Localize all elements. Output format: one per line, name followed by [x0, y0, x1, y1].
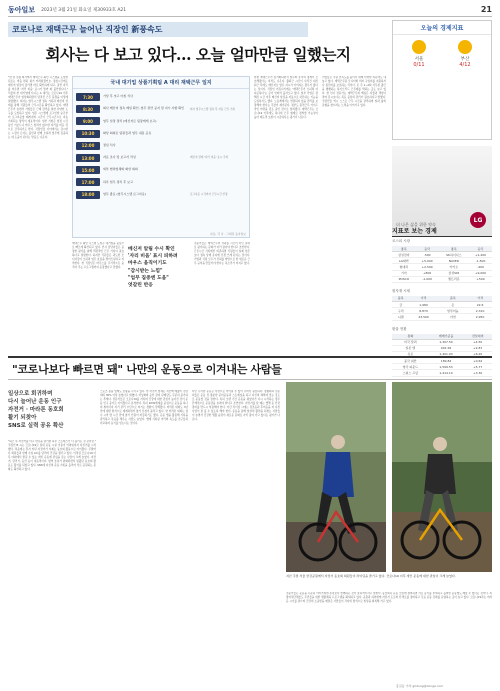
section-2-column-3: 다만 무리한 운동은 부상으로 이어질 수 있어 주의가 필요하다. 정형외과 전문의들은 운동 전 충분한 준비운동과 스트레칭을 하고 자신의 체력에 맞는 강도로 운동할 것을 권한다. 특히 오랜 기간 운동을 쉬었다가 다시 시작하는 경우 단계적으로 운동량을 늘려야 한다고 조언한다. 자전거를 탈 때는 헬멧 등 안전 장비를 반드시 착용해야 한다. 야간 라이딩 시에는 전조등과 후미등을 켜 다른 사람이 잘 볼 수 있도록 해야 한다. 운동을 통해 일상의 활력을 되찾는 사람들이 늘면서 건강한 생활 습관이 새로운 문화로 자리 잡아 가고 있다는 평가가 나온다. [192, 390, 280, 421]
timeline-time: 10:30 [76, 130, 100, 138]
weather-city: 서울 [414, 57, 424, 62]
pull-quote-line: '자리 비움' 표시 피하려 [128, 254, 178, 260]
cyclist-photo-2 [392, 382, 492, 572]
subhead-line: 다시 늘어난 운동 인구 [8, 399, 62, 405]
issue-info: 2023년 3월 21일 화요일 제30933호 A21 [41, 7, 127, 13]
sidebar-subtitle: 원자재 시세 [392, 288, 411, 293]
timeline-note: 로그아웃 시각까지 근무시간 산정 [190, 192, 228, 196]
masthead [8, 3, 492, 17]
weather-city: 부산 [460, 57, 470, 62]
timeline-text: 자료 조사 및 보고서 작성 [103, 155, 136, 160]
timeline-row [76, 103, 246, 115]
table-row: 중국 위안 189.84 +0.62 [392, 358, 492, 364]
timeline-time: 15:00 [76, 166, 100, 174]
weather-title: 오늘의 경제지표 [393, 21, 491, 35]
timeline-time: 7:30 [76, 93, 100, 101]
table-row: LG화학 +5,000 NAVER -1,500 [392, 258, 492, 264]
exchange-rate-table: 통화 매매기준율 전일대비 미국 달러 1,307.50 +4.50 일본 엔 991.56 +2.87 유로 1,401.03 +6.20 중국 위안 189.84 +0.62 영국 파운드 1,599.53 +5.77 스위스 프랑 1,414.10 +3.30 [392, 334, 492, 377]
timeline-text: 점심 식사 [103, 143, 116, 148]
section-2-column-4: 전문가들은 운동을 꾸준히 이어가려면 혼자보다 함께하는 것이 효과적이라고 말한다. 동호회나 운동 모임에 참여하면 서로 동기를 부여하고 올바른 운동법도 배울 수 있다는 것이다. 지방자치단체들도 주민들을 위한 생활체육 프로그램을 확대하고 있다. 공원과 하천변에 자전거 도로와 산책로를 정비하고 무료 운동 강좌를 운영하는 곳이 늘고 있다. 코로나19라는 어려운 시기를 겪으며 건강의 소중함을 깨달은 사람들이 각자의 방식으로 일상을 회복해 가고 있다. [286, 592, 492, 603]
sun-icon [412, 40, 426, 54]
timeline-row [76, 189, 246, 201]
timeline-row [76, 115, 246, 127]
weather-item [443, 40, 487, 68]
pull-quote-line: 엇갈린 반응 [128, 283, 153, 289]
timeline-time: 13:00 [76, 154, 100, 162]
timeline-row [76, 152, 246, 164]
section-2-headline: "코로나보다 빠르면 돼" 나만의 운동으로 이겨내는 사람들 [12, 362, 282, 376]
photo-caption: 지난 주말 서울 한강공원에서 자전거 동호회 회원들이 라이딩을 즐기고 있다. 코로나19 이후 개인 운동에 대한 관심이 크게 늘었다. [286, 574, 456, 578]
table-row: 기아 +800 삼성SDI +9,000 [392, 270, 492, 276]
pull-quote [128, 246, 190, 289]
article-column-3: 전문가들은 재택근무의 성과를 시간이 아닌 결과로 평가하는 문화가 자리 잡아야 한다고 조언한다. 근무시간 기록에만 의존하면 직원들이 실제 업무보다 접속 상태 유지에 신경 쓰게 된다는 것이다. 기업과 직원 모두가 신뢰를 바탕으로 한 새로운 근무 규칙을 만들어야 한다는 목소리가 커지고 있다. [194, 242, 250, 265]
timeline-row [76, 128, 246, 140]
table-row: 일본 엔 991.56 +2.87 [392, 345, 492, 351]
timeline-row [76, 140, 246, 152]
timeline-text: 회사 메신저 접속 메일 확인, 업무 관련 공지 및 지시 사항 확인 [103, 106, 184, 111]
section-2-subhead [8, 390, 88, 430]
pull-quote-line: "업무 집중엔 도움" [128, 275, 169, 281]
table-row: 스위스 프랑 1,414.10 +3.30 [392, 370, 492, 376]
timeline-row [76, 91, 246, 103]
weather-temp: 0/11 [413, 62, 425, 68]
main-headline: 회사는 다 보고 있다… 오늘 얼마만큼 일했는지 [45, 45, 351, 64]
timeline-time: 9:00 [76, 117, 100, 125]
kospi-table: 종목 등락 종목 등락 삼성전자 -500 SK하이닉스 +1,200 LG화학 +5,000 NAVER -1,500 현대차 +2,500 카카오 -400 기아 +800 삼성SDI +9,000 POSCO -1,000 셀트리온 +500 [392, 246, 492, 283]
sidebar-subtitle: 환율 현황 [392, 326, 407, 331]
weather-temp: 4/12 [459, 62, 471, 68]
timeline-row [76, 176, 246, 188]
timeline-row [76, 164, 246, 176]
table-row: POSCO -1,000 셀트리온 +500 [392, 276, 492, 282]
brand-logo: LG [470, 212, 486, 228]
table-row: 구리 8,870 알루미늄 2,310 [392, 308, 492, 314]
kicker-text: 코로나로 재택근무 늘어난 직장인 新풍속도 [12, 25, 163, 34]
pull-quote-line: "감시받는 느낌" [128, 268, 163, 274]
pull-quote-line: 마우스 움직이기도 [128, 261, 167, 267]
subhead-line: 자전거 · 마라톤 동호회 [8, 407, 64, 413]
timeline-text: 화상 회의로 팀원들과 업무 내용 공유 [103, 130, 152, 135]
timeline-text: 업무 종료 (업무시스템 로그아웃) [103, 191, 146, 196]
timeline-time: 12:00 [76, 142, 100, 150]
table-row: 금 1,980 은 22.6 [392, 301, 492, 307]
timeline-text: 외부 협력업체와 화상 회의 [103, 167, 138, 172]
timeline-time: 17:00 [76, 178, 100, 186]
table-row: 영국 파운드 1,599.53 +5.77 [392, 364, 492, 370]
section-kicker [8, 22, 308, 37]
timeline-text: 하루 업무 정리 후 보고 [103, 179, 133, 184]
weather-box [392, 20, 492, 140]
table-row: 삼성전자 -500 SK하이닉스 +1,200 [392, 252, 492, 258]
table-row: 미국 달러 1,307.50 +4.50 [392, 339, 492, 345]
pull-quote-line: 메신저 알림 수시 확인 [128, 247, 175, 252]
table-row: 니켈 23,500 아연 2,950 [392, 314, 492, 320]
weather-row [393, 35, 491, 73]
timeline-time: 18:00 [76, 191, 100, 199]
page-number: 21 [480, 5, 492, 14]
timeline-note: 메신저 상태 '자리 비움' 표시 주의 [190, 156, 229, 160]
sidebar-title: 지표로 보는 경제 [392, 226, 492, 237]
timeline-text: 업무 일정 정리 (메신저로 팀장에게 보고) [103, 118, 157, 123]
section-2-banner [8, 356, 492, 380]
sidebar-subtitle: 코스피 시장 [392, 239, 411, 243]
article-column-4: 한편 재택근무가 장기화되면서 업무와 휴식의 경계가 모호해졌다는 지적도 나온다. 출퇴근 시간이 사라진 대신 퇴근 후에도 메신저로 업무 지시가 이어지는 경우가 많다는 것이다. 직장인 커뮤니티에는 '재택근무가 오히려 더 피곤하다'는 글이 잇따라 올라오고 있다. 일부 기업은 정해진 시간 이후 메신저 알림을 자동으로 차단하는 기능을 도입하기도 했다. 노동계에서는 연결되지 않을 권리를 보장해야 한다는 주장이 제기된다. 정부도 원격근무 가이드라인 마련을 검토 중인 것으로 알려졌다. 재택근무는 코로나19 이후에도 하나의 근무 형태로 정착할 가능성이 높아 제도적 보완이 시급하다는 평가가 나온다. [254, 76, 318, 119]
weather-item [397, 40, 441, 68]
section-2-column-2: 스포츠 용품 업계도 호황을 누리고 있다. 한 자전거 업체는 지난해 매출이 전년 대비 30% 이상 늘었다고 밝혔다. 러닝화와 등산 장비 판매량도 꾸준히 증가하는 추세다. 전문가들은 코로나19를 거치며 건강에 대한 관심이 높아진 것이 운동 인구 증가로 이어졌다고 분석한다. 특히 2030세대를 중심으로 운동을 하나의 취미이자 자기 관리 수단으로 여기는 경향이 강해졌다. 마라톤 대회도 3년 만에 대면 방식으로 재개되면서 참가 신청이 몰리고 있다. 한 마라톤 대회는 접수 시작 몇 시간 만에 참가 인원이 마감되기도 했다. 운동 앱을 활용해 기록을 관리하고 목표를 세우는 사람도 늘었다. 앱에 기록된 거리와 속도를 친구들과 비교하며 동기를 얻는다는 것이다. [100, 390, 188, 425]
article-column-1: "한 달 전쯤 회사에서 재택근무 확인 시스템을 도입한 뒤로는 마음 편히 쉬기 어려워졌어요. 점심시간에도 메신저 알림이 울리면 바로 확인하게 되고, 잠깐 자리를 비우면 '자리 비움' 표시가 뜰까 봐 불안합니다." 서울의 한 대기업에 다니는 A 대리는 코로나19 이후 재택근무가 일상화되면서 달라진 근무 풍경을 이렇게 설명했다. 회사는 업무시스템 접속 기록과 메신저 상태를 통해 직원들의 근무시간을 확인하고 있다. 재택근무가 늘면서 기업들은 근태 관리를 위한 다양한 도구를 도입하고 있다. 업무 시스템에 로그인한 순간부터 로그아웃할 때까지의 시간이 근무시간으로 자동 기록되는 방식이 대표적이다. 일부 기업은 일정 시간 동안 키보드나 마우스 입력이 없으면 자리를 비운 것으로 간주하기도 한다. 직장인들 사이에서는 감시받는 느낌이 든다는 불만과 함께 오히려 업무에 집중하는 데 도움이 된다는 반응도 나온다. [8, 76, 68, 139]
infographic-title: 국내 대기업 상품기획팀 A 대리 재택근무 일지 [73, 77, 249, 89]
timeline-list [73, 89, 249, 203]
subhead-line: 활기 되찾아 [8, 415, 37, 421]
right-column [392, 20, 492, 236]
subhead-line: SNS로 실력 공유 확산 [8, 423, 64, 429]
advertisement[interactable] [392, 146, 492, 236]
sun-icon [458, 40, 472, 54]
commodity-table: 품목 가격 품목 가격 금 1,980 은 22.6 구리 8,870 알루미늄 2,310 니켈 23,500 아연 2,950 [392, 296, 492, 321]
infographic-timeline [72, 76, 250, 238]
table-row: 현대차 +2,500 카카오 -400 [392, 264, 492, 270]
timeline-note: 회사 업무시스템 접속 후 자동 근무 기록 [190, 107, 236, 111]
article-column-5: 기업들은 직원 만족도를 높이기 위해 다양한 지원책도 내놓고 있다. 재택근무용 모니터와 의자 구입비를 지원하거나 통신비를 보조하는 식이다. 또 주 1~2회 사무실 출근을 병행하는 하이브리드 근무제를 택하는 곳도 늘고 있다. 한 인사 전문가는 재택근무의 핵심은 자율과 책임이라며 감시보다는 목표 중심의 관리가 필요하다고 말했다. 직장인들 역시 스스로 근무 시간을 관리하며 일과 삶의 균형을 찾으려는 노력을 이어가고 있다. [322, 76, 386, 107]
timeline-text: 기상 후 씻고 아침 식사 [103, 94, 133, 99]
timeline-time: 8:30 [76, 105, 100, 113]
ad-text: 더 나은 삶을 위한 약속 [396, 222, 436, 227]
byline: 홍길동 기자 gildong@donga.com [396, 684, 444, 688]
table-row: 유로 1,401.03 +6.20 [392, 351, 492, 357]
subhead-line: 일상으로 회귀하며 [8, 391, 53, 397]
section-2-column-1: "퇴근 후 자전거를 타고 한강을 달리면 하루 스트레스가 다 풀리는 것 같아요." 직장인 B 씨는 코로나19로 실내 운동 시설 이용이 어려워지자 자전거를 시작했다. 처음에는 혼자 타던 자전거가 이제는 동호회 활동으로 이어졌다. 주말마다 회원들과 함께 수십 km를 달리며 건강을 챙기고 있다. 이처럼 코로나19 이후 야외에서 즐길 수 있는 개인 운동에 관심을 갖는 사람이 크게 늘었다. 자전거, 달리기, 등산 등이 대표적이다. 방역 조치가 완화되면서 멈췄던 동호회 활동도 활기를 되찾고 있다. SNS에 자신의 운동 기록을 올리며 서로 응원하는 문화도 확산되고 있다. [8, 440, 96, 471]
article-column-2: 재택근무 확인 시스템 도입은 대기업을 중심으로 빠르게 확산되고 있다. 인사 담당자들은 공정한 평가를 위해 객관적인 근무 기록이 필요하다고 설명한다. 하지만 직원들은 과도한 모니터링이 오히려 업무 효율을 떨어뜨린다고 지적한다. 한 직장인은 마우스를 주기적으로 움직여 주는 프로그램까지 등장했다고 전했다. [72, 242, 124, 269]
newspaper-logo: 동아일보 [8, 4, 36, 14]
infographic-credit: 자료: 각 사 · 그래픽 동아일보 [210, 232, 246, 236]
cyclist-photo-1 [286, 382, 386, 572]
